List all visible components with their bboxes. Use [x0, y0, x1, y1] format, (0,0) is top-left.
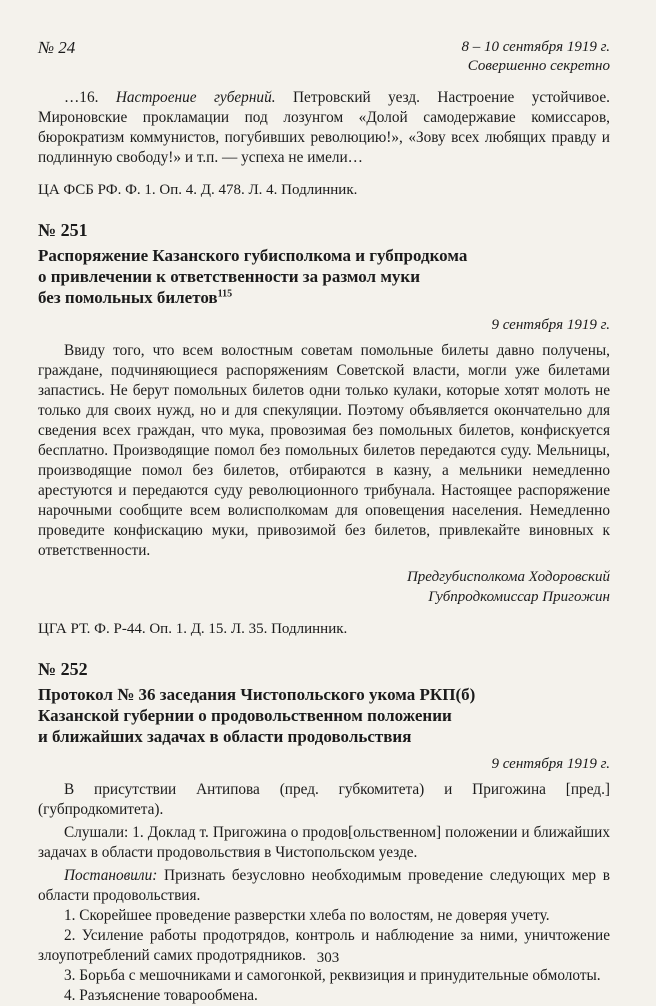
doc251-title-line3: без помольных билетов	[38, 288, 218, 307]
doc24-text-heading: Настроение губерний.	[115, 89, 276, 106]
doc251-signature-2: Губпродкомиссар Пригожин	[428, 589, 610, 605]
doc252-item: 3. Борьба с мешочниками и самогонкой, реквизиция и принудительные обмолоты.	[64, 967, 601, 984]
doc251-signatures	[38, 567, 610, 607]
doc252-title	[38, 684, 610, 747]
doc252-number: № 252	[38, 659, 88, 679]
doc251-title-line1: Распоряжение Казанского губисполкома и губпродкома	[38, 246, 468, 265]
page-content	[38, 38, 610, 1006]
doc251-footnote-marker: 115	[217, 288, 233, 300]
doc24-secrecy: Совершенно секретно	[467, 58, 610, 74]
doc251-signature-1: Предгубисполкома Ходоровский	[406, 569, 610, 585]
doc252-title-line3: и ближайших задачах в области продовольствия	[38, 727, 412, 746]
doc24-meta	[461, 38, 610, 76]
doc24-source: ЦА ФСБ РФ. Ф. 1. Оп. 4. Д. 478. Л. 4. Подлинник.	[38, 182, 358, 198]
doc252-title-line2: Казанской губернии о продовольственном положении	[38, 706, 452, 725]
doc251-number: № 251	[38, 220, 88, 240]
doc251-title-line2: о привлечении к ответственности за размол муки	[38, 267, 421, 286]
doc24-text-body: Петровский уезд. Настроение устойчивое. Мироновские прокламации под лозунгом «Долой самодержавие комиссаров, бюрократизм коммунистов, погубивших революцию!», «Зову всех любящих правду и подлинную свободу!» и т.п. — успеха не имели…	[38, 89, 610, 166]
doc251-date: 9 сентября 1919 г.	[491, 317, 610, 333]
doc252-item: 1. Скорейшее проведение разверстки хлеба по волостям, не доверяя учету.	[64, 907, 550, 924]
doc252-heard: Слушали: 1. Доклад т. Пригожина о продов[ольственном] положении и ближайших задачах в области продовольствия в Чистопольском уезде.	[38, 824, 610, 861]
doc252-resolved-text: Признать безусловно необходимым проведение следующих мер в области продовольствия.	[38, 867, 610, 904]
doc252-item: 4. Разъяснение товарообмена.	[64, 987, 258, 1004]
doc24-number: № 24	[38, 38, 76, 57]
doc24-date: 8 – 10 сентября 1919 г.	[461, 39, 610, 55]
doc252-title-line1: Протокол № 36 заседания Чистопольского укома РКП(б)	[38, 685, 476, 704]
doc252-resolved-label: Постановили:	[64, 867, 158, 884]
doc251-source: ЦГА РТ. Ф. Р-44. Оп. 1. Д. 15. Л. 35. Подлинник.	[38, 621, 348, 637]
doc24-text-lead: …16.	[64, 89, 116, 106]
doc252-date: 9 сентября 1919 г.	[491, 756, 610, 772]
doc252-item: 2. Усиление работы продотрядов, контроль и наблюдение за ними, уничтожение злоупотреблений самих продотрядников.	[38, 927, 610, 964]
doc251-title	[38, 245, 610, 308]
doc252-resolved	[38, 866, 610, 906]
doc24-text	[38, 88, 610, 168]
doc251-body: Ввиду того, что всем волостным советам помольные билеты давно получены, граждане, подчиняющиеся распоряжениям Советской власти, могли уже билетами запастись. Не берут помольных билетов одни только кулаки, которые хотят молоть не только для своих нужд, но и для спекуляции. Поэтому объявляется окончательно для сведения всех граждан, что мука, провозимая без помольных билетов, конфискуется бесплатно. Производящие помол без помольных билетов передаются суду. Мельницы, производящие помол без билетов, отбираются в казну, а мельники немедленно арестуются и передаются суду революционного трибунала. Настоящее распоряжение нарочными сообщите всем волисполкомам для оповещения населения. Немедленно проведите конфискацию муки, привозимой без билетов, привлекайте виновных к ответственности.	[38, 342, 610, 559]
doc24-header	[38, 38, 610, 76]
page-number: 303	[316, 950, 340, 966]
doc252-present: В присутствии Антипова (пред. губкомитета) и Пригожина [пред.] (губпродкомитета).	[38, 781, 610, 818]
